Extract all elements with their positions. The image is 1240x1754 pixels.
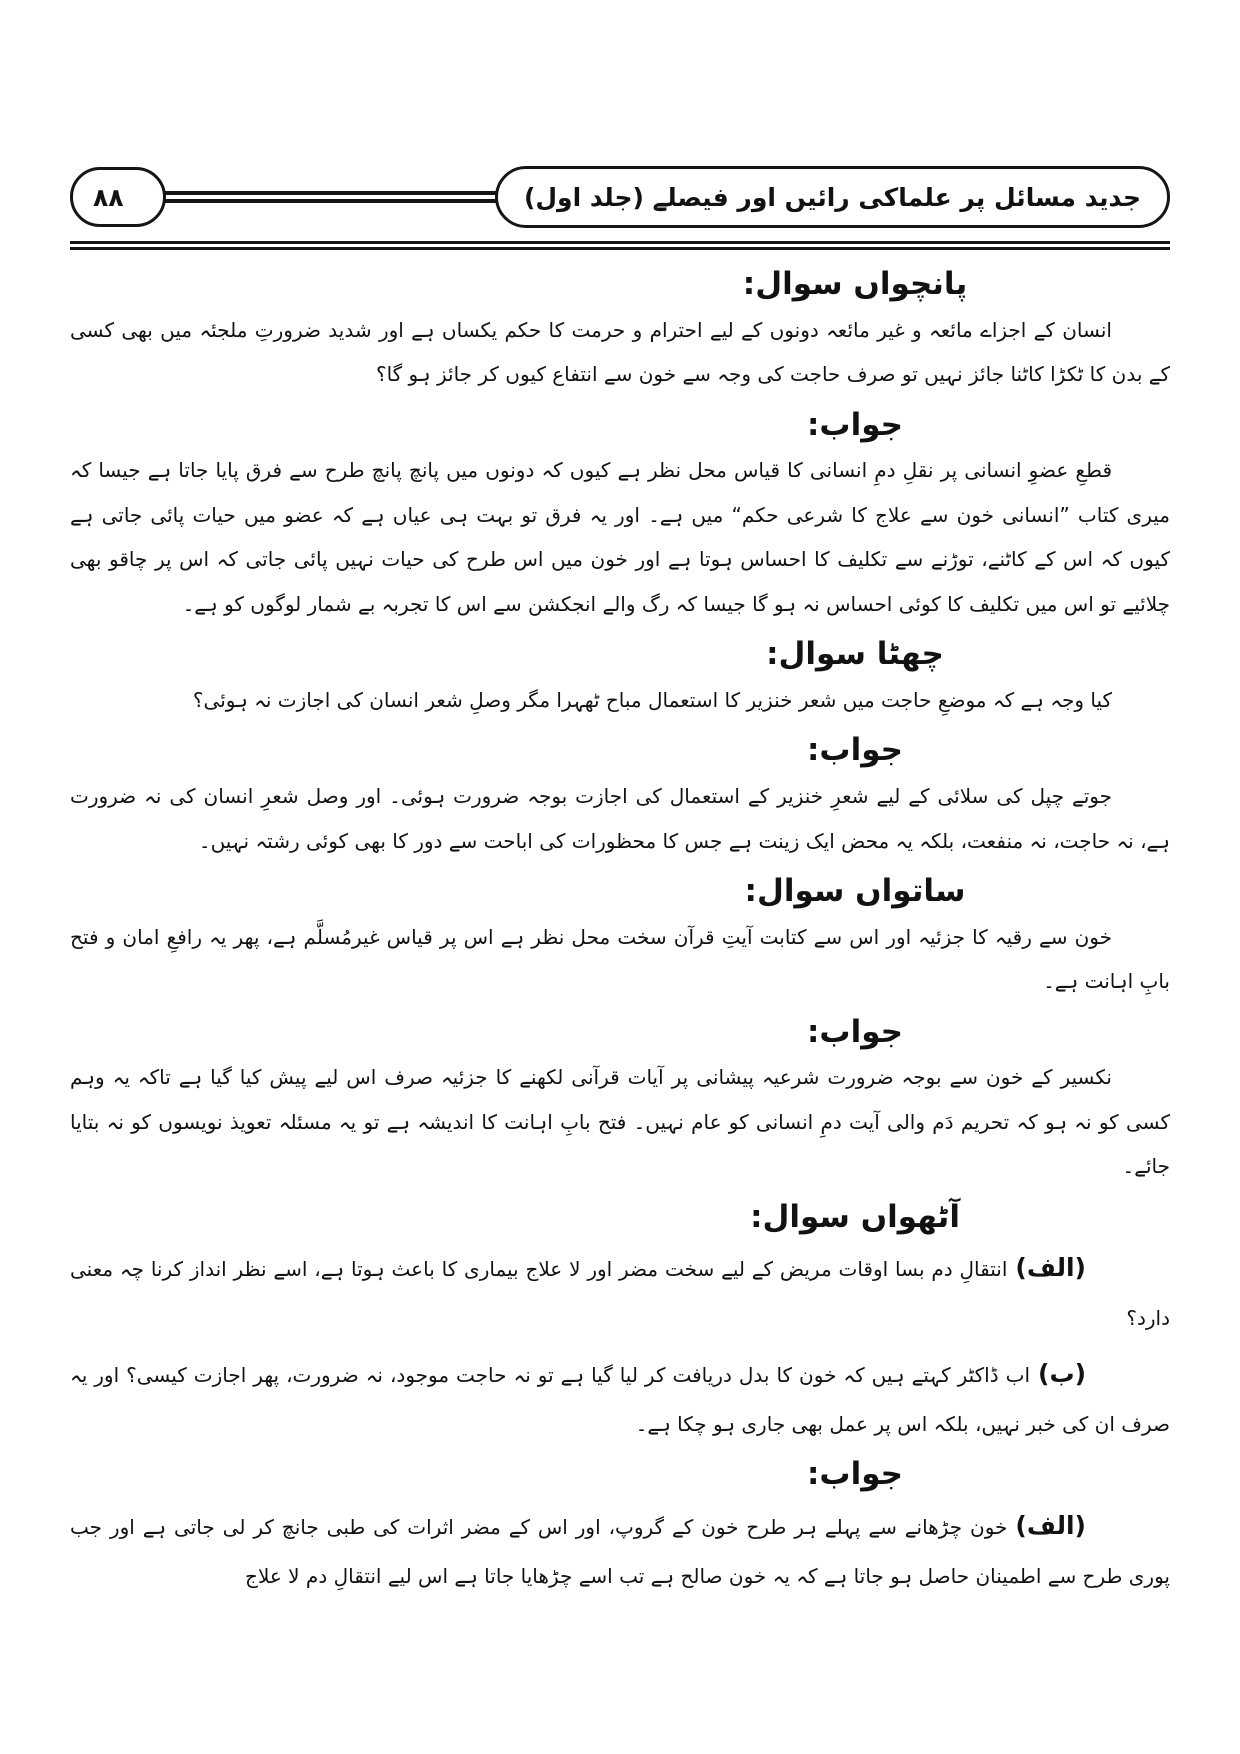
question-paragraph-alif [70, 1240, 1170, 1340]
section-question-8 [70, 1197, 1170, 1447]
header-double-line [156, 191, 505, 203]
page-number: ۸۸ [93, 182, 124, 212]
paragraph-text: اب ڈاکٹر کہتے ہیں کہ خون کا بدل دریافت کر لیا گیا ہے تو نہ حاجت موجود، نہ ضرورت، پھر اجازت کیسی؟ اور یہ صرف ان کی خبر نہیں، بلکہ اس پر عمل بھی جاری ہو چکا ہے۔ [70, 1363, 1170, 1436]
question-heading: ساتواں سوال: [744, 872, 966, 909]
paragraph-text: جوتے چپل کی سلائی کے لیے شعرِ خنزیر کے استعمال کی اجازت بوجہ ضرورت ہوئی۔ اور وصل شعرِ انسان کی نہ ضرورت ہے، نہ حاجت، نہ منفعت، بلکہ یہ محض ایک زینت ہے جس کا محظورات کی اباحت سے دور کا بھی کوئی رشتہ نہیں۔ [70, 784, 1170, 853]
header-rule [70, 241, 1170, 250]
page-content [70, 264, 1170, 1598]
answer-paragraph [70, 1055, 1170, 1188]
question-paragraph [70, 308, 1170, 397]
page-number-pill [70, 167, 166, 227]
section-question-7 [70, 871, 1170, 1004]
paragraph-text: انسان کے اجزاے مائعہ و غیر مائعہ دونوں کے لیے احترام و حرمت کا حکم یکساں ہے اور شدید ضرورتِ ملجئہ میں بھی کسی کے بدن کا ٹکڑا کاٹنا جائز نہیں تو صرف حاجت کی وجہ سے خون سے انتفاع کیوں کر جائز ہو گا؟ [70, 317, 1170, 387]
section-question-5 [70, 264, 1170, 397]
paragraph-label: (ب) [1038, 1359, 1086, 1389]
answer-heading: جواب: [807, 732, 903, 769]
paragraph-text: خون سے رقیہ کا جزئیہ اور اس سے کتابت آیتِ قرآن سخت محل نظر ہے اس پر قیاس غیرمُسلَّم ہے، پھر یہ رافعِ امان و فتح بابِ اہانت ہے۔ [70, 924, 1170, 994]
page-header [70, 165, 1170, 229]
book-title: جدید مسائل پر علماکی رائیں اور فیصلے (جلد اول) [523, 182, 1141, 212]
question-paragraph-be [70, 1346, 1170, 1446]
paragraph-text: کیا وجہ ہے کہ موضعِ حاجت میں شعر خنزیر کا استعمال مباح ٹھہرا مگر وصلِ شعر انسان کی اجازت نہ ہوئی؟ [192, 687, 1112, 712]
question-paragraph [70, 915, 1170, 1004]
paragraph-label: (الف) [1015, 1511, 1086, 1540]
answer-heading: جواب: [807, 1013, 903, 1050]
answer-paragraph [70, 774, 1170, 863]
paragraph-text: قطعِ عضوِ انسانی پر نقلِ دمِ انسانی کا قیاس محل نظر ہے کیوں کہ دونوں میں پانچ پانچ طرح سے فرق پایا جاتا ہے جیسا کہ میری کتاب ”انسانی خون سے علاج کا شرعی حکم“ میں ہے۔ اور یہ فرق تو بہت ہی عیاں ہے کہ عضو میں حیات پائی جاتی ہے کیوں کہ اس کے کاٹنے، توڑنے سے تکلیف کا احساس ہوتا ہے اور خون میں اس طرح کی حیات نہیں پائی جاتی کہ اس پر چاقو بھی چلائیے تو اس میں تکلیف کا کوئی احساس نہ ہو گا جیسا کہ رگ والے انجکشن سے اس کا تجربہ بے شمار لوگوں کو ہے۔ [70, 458, 1170, 616]
answer-heading: جواب: [807, 1456, 903, 1493]
answer-paragraph-alif [70, 1498, 1170, 1598]
paragraph-label: (الف) [1015, 1253, 1086, 1283]
question-heading: پانچواں سوال: [742, 266, 968, 302]
paragraph-text: خون چڑھانے سے پہلے ہر طرح خون کے گروپ، اور اس کے مضر اثرات کی طبی جانچ کر لی جاتی ہے اور جب پوری طرح سے اطمینان حاصل ہو جاتا ہے کہ یہ خون صالح ہے تب اسے چڑھایا جاتا ہے اس لیے انتقالِ دم لا علاج [70, 1515, 1170, 1588]
section-question-6 [70, 634, 1170, 722]
section-answer-5 [70, 405, 1170, 626]
paragraph-text: نکسیر کے خون سے بوجہ ضرورت شرعیہ پیشانی پر آیات قرآنی لکھنے کا جزئیہ صرف اس لیے پیش کیا گیا ہے تاکہ یہ وہم کسی کو نہ ہو کہ تحریم دَم والی آیت دمِ انسانی کو عام نہیں۔ فتح بابِ اہانت کا اندیشہ ہے تو یہ مسئلہ تعویذ نویسوں کو نہ بتایا جائے۔ [70, 1065, 1170, 1179]
paragraph-text: انتقالِ دم بسا اوقات مریض کے لیے سخت مضر اور لا علاج بیماری کا باعث ہوتا ہے، اسے نظر انداز کرنا چہ معنی دارد؟ [70, 1257, 1170, 1330]
answer-paragraph [70, 448, 1170, 626]
book-title-oval [495, 166, 1170, 228]
question-paragraph [70, 678, 1170, 722]
section-answer-8 [70, 1454, 1170, 1598]
section-answer-7 [70, 1012, 1170, 1189]
section-answer-6 [70, 730, 1170, 863]
question-heading: آٹھواں سوال: [750, 1198, 960, 1235]
question-heading: چھٹا سوال: [766, 636, 944, 673]
answer-heading: جواب: [807, 406, 903, 443]
